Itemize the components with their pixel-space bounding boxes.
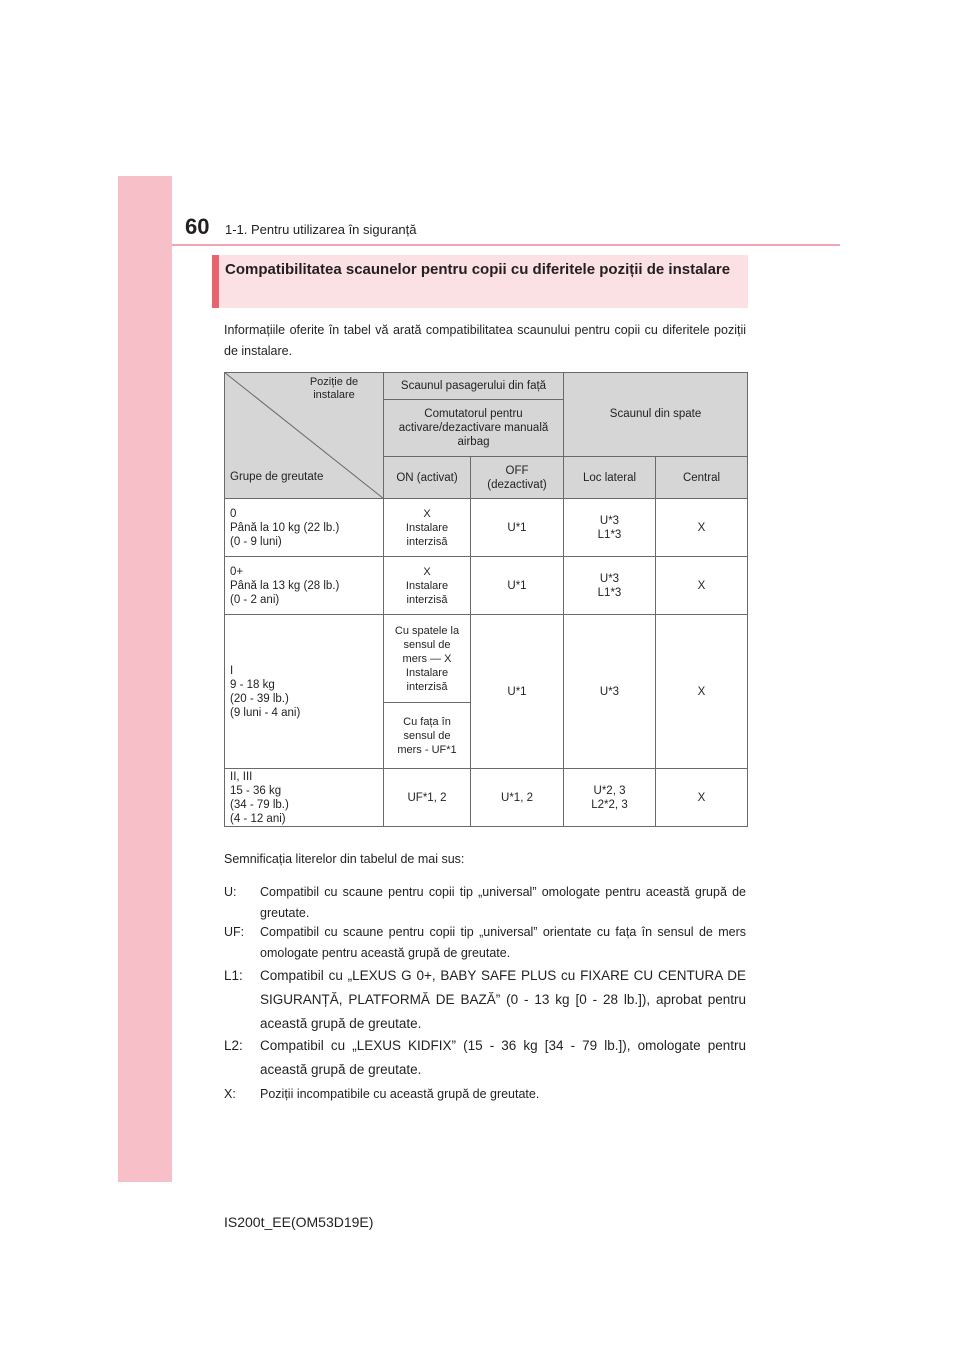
airbag-switch-header: Comutatorul pentru activare/dezactivare manuală airbag	[384, 400, 564, 457]
chapter-sidebar	[118, 176, 172, 1182]
central-header: Central	[656, 457, 748, 499]
on-cell: UF*1, 2	[384, 769, 471, 827]
header-divider	[172, 244, 840, 246]
legend-item-l2	[224, 1034, 746, 1082]
group-weight: 15 - 36 kg	[230, 784, 282, 797]
central-cell: X	[656, 615, 748, 769]
central-cell: X	[656, 499, 748, 557]
compatibility-table	[224, 372, 748, 827]
legend-text: Compatibil cu scaune pentru copii tip „universal” orientate cu fața în sensul de mers omologate pentru această grupă de greutate.	[260, 925, 746, 960]
legend-text: Compatibil cu „LEXUS G 0+, BABY SAFE PLUS cu FIXARE CU CENTURA DE SIGURANȚĂ, PLATFORMĂ DE BAZĂ” (0 - 13 kg [0 - 28 lb.]), aprobat pentru această grupă de greutate.	[260, 968, 746, 1031]
lateral-value-1: U*2, 3	[593, 784, 626, 797]
group-age: (0 - 9 luni)	[230, 535, 282, 548]
lateral-header: Loc lateral	[564, 457, 656, 499]
group-age: (9 luni - 4 ani)	[230, 706, 301, 719]
on-forward-facing-cell: Cu fața în sensul de mers - UF*1	[384, 703, 471, 769]
table-row-group-II-III	[224, 769, 384, 827]
lateral-cell: U*3	[564, 615, 656, 769]
group-age: (4 - 12 ani)	[230, 812, 286, 825]
central-cell: X	[656, 769, 748, 827]
table-row-group-0	[224, 499, 384, 557]
on-header: ON (activat)	[384, 457, 471, 499]
document-code: IS200t_EE(OM53D19E)	[224, 1214, 374, 1230]
legend-key: X:	[224, 1087, 236, 1101]
group-weight-lb: (20 - 39 lb.)	[230, 692, 289, 705]
off-cell: U*1	[471, 615, 564, 769]
corner-top-label: Poziție de instalare	[309, 376, 359, 401]
intro-paragraph: Informațiile oferite în tabel vă arată compatibilitatea scaunului pentru copii cu diferitele poziții de instalare.	[224, 323, 746, 358]
legend-key: U:	[224, 885, 237, 899]
legend-key: L2:	[224, 1038, 243, 1053]
legend-text: Compatibil cu scaune pentru copii tip „universal” omologate pentru această grupă de greutate.	[260, 885, 746, 920]
lateral-cell	[564, 499, 656, 557]
on-x: X	[423, 507, 431, 520]
legend-item-x	[224, 1084, 746, 1105]
on-cell	[384, 557, 471, 615]
page-number: 60	[185, 214, 210, 239]
table-row-group-I	[224, 615, 384, 769]
off-cell: U*1	[471, 557, 564, 615]
on-note: Instalare interzisă	[405, 521, 449, 548]
lateral-value-1: U*3	[599, 514, 620, 527]
central-cell: X	[656, 557, 748, 615]
section-accent	[212, 255, 219, 308]
corner-header	[224, 372, 384, 499]
legend-item-u	[224, 882, 746, 924]
legend-key: L1:	[224, 968, 243, 983]
group-label: I	[230, 664, 234, 677]
off-header: OFF (dezactivat)	[471, 457, 564, 499]
legend-item-l1	[224, 964, 746, 1036]
group-label: 0+	[230, 565, 244, 578]
front-seat-header: Scaunul pasagerului din față	[384, 372, 564, 400]
group-age: (0 - 2 ani)	[230, 593, 280, 606]
group-label: II, III	[230, 770, 253, 783]
legend-key: UF:	[224, 925, 245, 939]
lateral-value-2: L1*3	[597, 586, 622, 599]
legend-text: Compatibil cu „LEXUS KIDFIX” (15 - 36 kg [34 - 79 lb.]), omologate pentru această grupă de greutate.	[260, 1038, 746, 1077]
on-rear-facing-cell: Cu spatele la sensul de mers — X Instalare interzisă	[384, 615, 471, 703]
group-label: 0	[230, 507, 237, 520]
lateral-cell	[564, 557, 656, 615]
section-title: Compatibilitatea scaunelor pentru copii cu diferitele poziții de instalare	[225, 261, 731, 278]
group-weight-lb: (34 - 79 lb.)	[230, 798, 289, 811]
legend-item-uf	[224, 922, 746, 964]
group-weight: Până la 13 kg (28 lb.)	[230, 579, 340, 592]
chapter-title: 1-1. Pentru utilizarea în siguranță	[225, 222, 417, 237]
on-cell	[384, 499, 471, 557]
legend-text: Poziții incompatibile cu această grupă de greutate.	[260, 1087, 540, 1101]
table-row-group-0plus	[224, 557, 384, 615]
group-weight: Până la 10 kg (22 lb.)	[230, 521, 340, 534]
lateral-value-2: L1*3	[597, 528, 622, 541]
group-weight: 9 - 18 kg	[230, 678, 275, 691]
on-note: Instalare interzisă	[405, 579, 449, 606]
legend-title: Semnificația literelor din tabelul de mai sus:	[224, 852, 465, 866]
lateral-cell	[564, 769, 656, 827]
rear-seat-header: Scaunul din spate	[564, 372, 748, 457]
lateral-value-2: L2*2, 3	[591, 798, 628, 811]
off-cell: U*1	[471, 499, 564, 557]
off-cell: U*1, 2	[471, 769, 564, 827]
lateral-value-1: U*3	[599, 572, 620, 585]
corner-bottom-label: Grupe de greutate	[230, 471, 324, 483]
on-x: X	[423, 565, 431, 578]
